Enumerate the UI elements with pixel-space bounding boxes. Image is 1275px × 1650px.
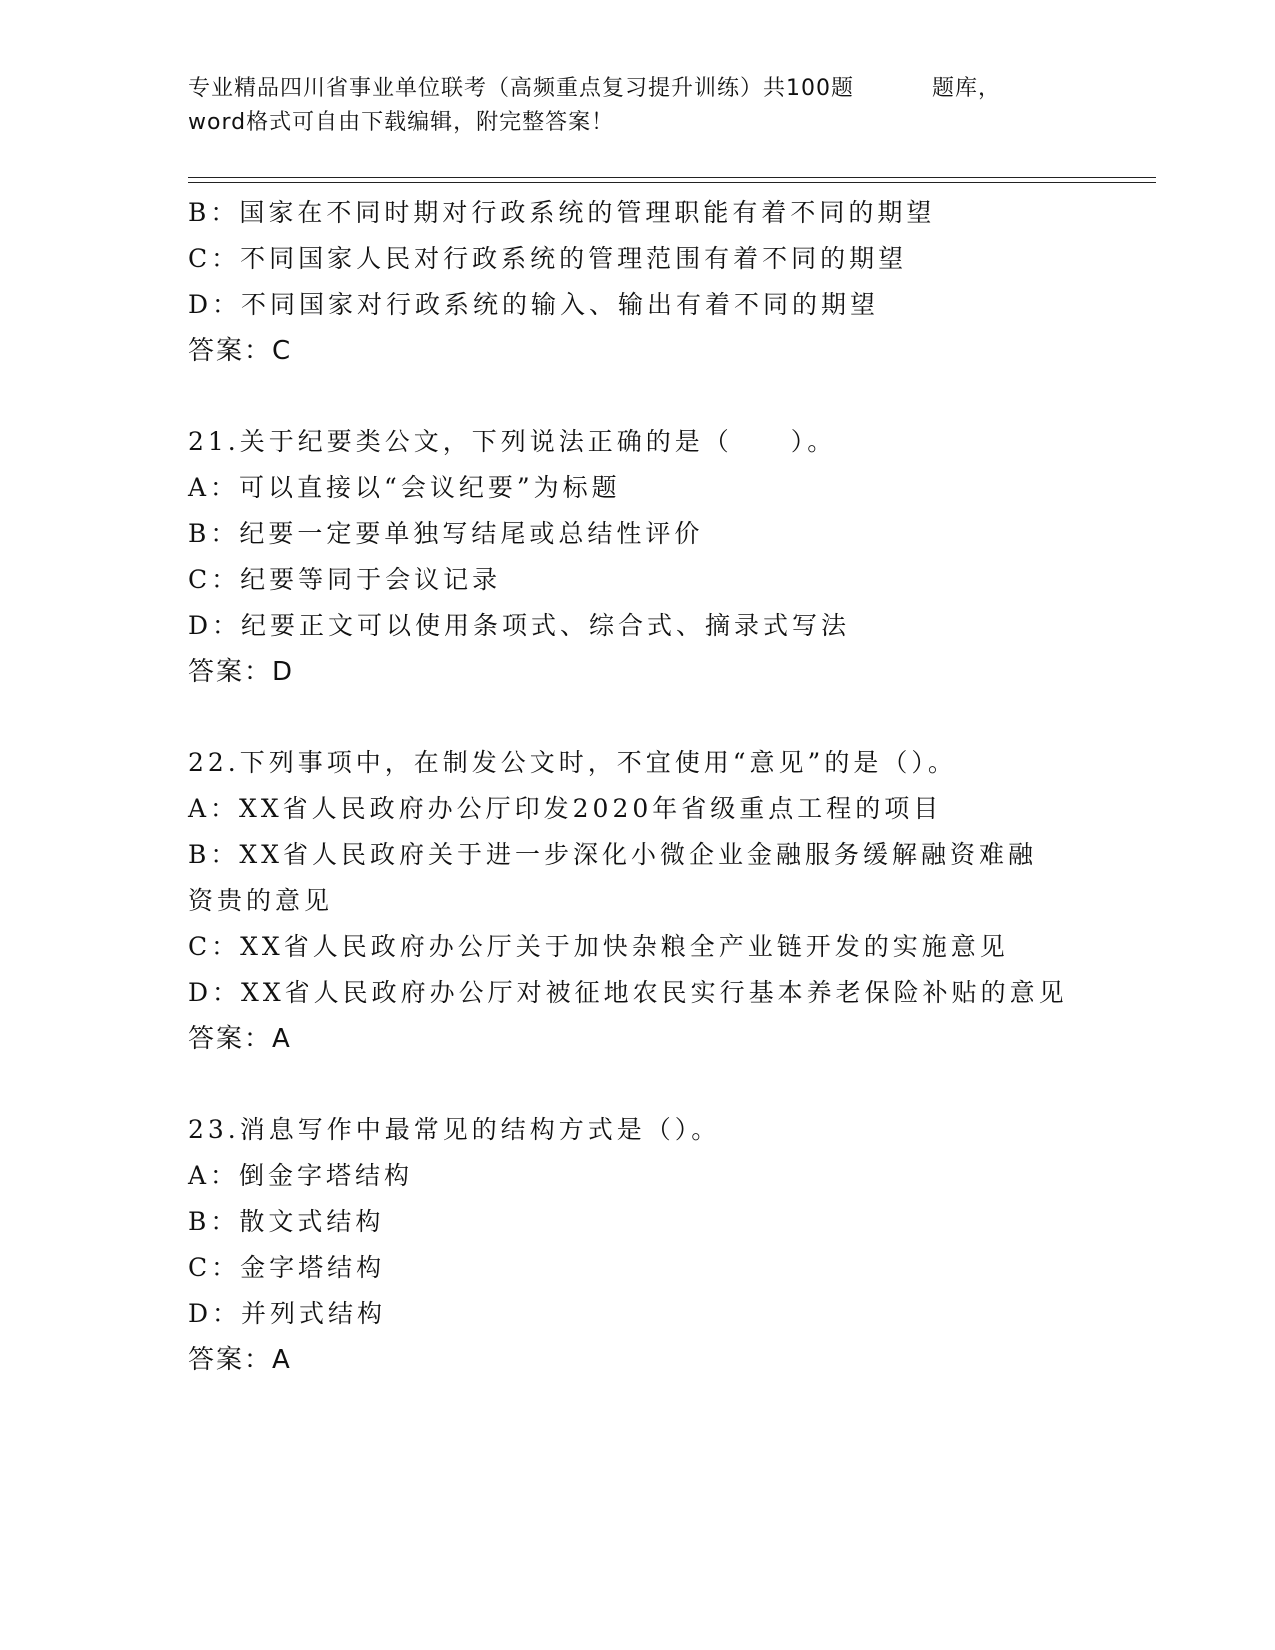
header-title-suffix: 题库， [932, 76, 1002, 101]
header-title: 专业精品四川省事业单位联考（高频重点复习提升训练）共100题 [188, 76, 854, 101]
option-b: B：国家在不同时期对行政系统的管理职能有着不同的期望 [188, 198, 936, 227]
answer: 答案：A [188, 1024, 292, 1054]
question-22 [188, 740, 1088, 1062]
answer: 答案：D [188, 657, 295, 687]
option-a: A：倒金字塔结构 [188, 1161, 414, 1190]
question-stem: 21.关于纪要类公文，下列说法正确的是（ ）。 [188, 427, 837, 456]
header-line-1 [188, 72, 1088, 106]
header-line-2: word格式可自由下载编辑，附完整答案！ [188, 110, 615, 135]
question-20-continued [188, 190, 1088, 374]
option-c: C：不同国家人民对行政系统的管理范围有着不同的期望 [188, 244, 908, 273]
option-b: B：纪要一定要单独写结尾或总结性评价 [188, 519, 704, 548]
question-stem: 23.消息写作中最常见的结构方式是（）。 [188, 1115, 721, 1144]
option-d: D：并列式结构 [188, 1299, 387, 1328]
option-c: C：XX省人民政府办公厅关于加快杂粮全产业链开发的实施意见 [188, 932, 1009, 961]
question-21 [188, 419, 1088, 695]
answer: 答案：C [188, 336, 293, 366]
option-a: A：XX省人民政府办公厅印发2020年省级重点工程的项目 [188, 794, 943, 823]
option-c: C：纪要等同于会议记录 [188, 565, 502, 594]
option-d: D：纪要正文可以使用条项式、综合式、摘录式写法 [188, 611, 851, 640]
answer: 答案：A [188, 1345, 292, 1375]
header-divider-bottom [188, 182, 1156, 183]
header-divider-top [188, 177, 1156, 178]
option-b: B：散文式结构 [188, 1207, 385, 1236]
document-body [188, 190, 1088, 1383]
option-c: C：金字塔结构 [188, 1253, 386, 1282]
question-23 [188, 1107, 1088, 1383]
question-stem: 22.下列事项中，在制发公文时，不宜使用“意见”的是（）。 [188, 748, 957, 777]
option-a: A：可以直接以“会议纪要”为标题 [188, 473, 621, 502]
option-b: B：XX省人民政府关于进一步深化小微企业金融服务缓解融资难融资贵的意见 [188, 840, 1037, 915]
option-d: D：XX省人民政府办公厅对被征地农民实行基本养老保险补贴的意见 [188, 978, 1068, 1007]
option-d: D：不同国家对行政系统的输入、输出有着不同的期望 [188, 290, 880, 319]
page-header [188, 72, 1088, 140]
